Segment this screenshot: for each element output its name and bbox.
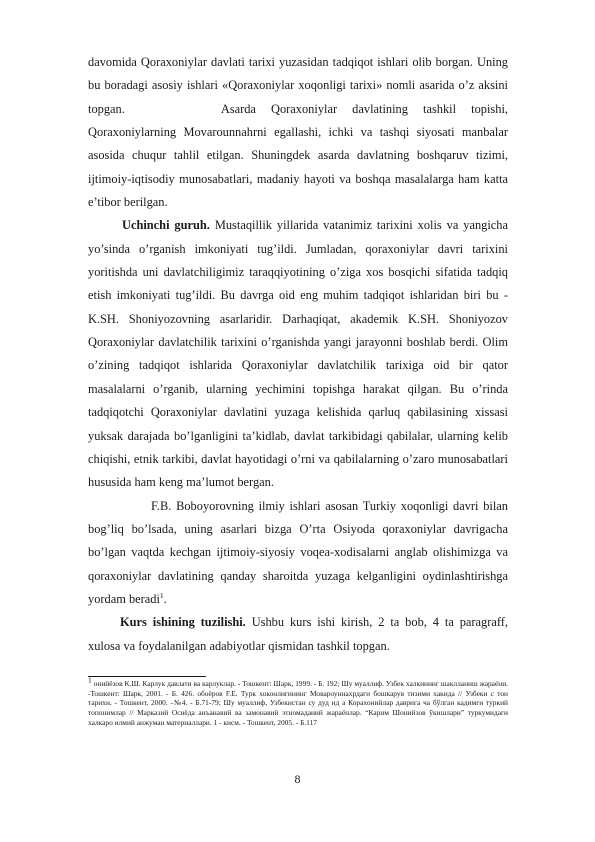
page-number: 8 — [294, 772, 301, 786]
body-text — [88, 51, 508, 658]
footnote-divider — [88, 676, 206, 677]
footnote-reference: 1 — [159, 590, 164, 600]
paragraph-research-intro: davomida Qoraxoniylar davlati tarixi yuzasidan tadqiqot ishlari olib borgan. Uning bu boradagi asosiy ishlari «Qoraxoniylar xoqonligi tarixi» nomli asarida o’z aksini topgan. Asarda Qoraxoniylar davlatining tashkil topishi, Qoraxoniylarning Movarounnahrni egallashi, ichki va tashqi siyosati manbalar asosida chuqur tahlil etilgan. Shuningdek asarda davlatning boshqaruv tizimi, ijtimoiy-iqtisodiy munosabatlari, madaniy hayoti va boshqa masalalarga ham katta e’tibor berilgan. — [88, 55, 508, 210]
third-group-heading: Uchinchi guruh. — [122, 218, 210, 233]
footnote-text: онийёзов К.Ш. Карлук давлати ва карлуклар. - Тошкент: Шарк, 1999. - Б. 192; Шу муаллиф. Узбек халкининг шаклланиш жараёни. -Тошкент: Шарк, 2001. - Б. 426. обоёров F.E. Турк хоконлигининг Мовароуннахрдаги бошкарув тизими хакида // Узбеки с тон тарихи. - Тошкент, 2000. -№4. - Б.71-79; Шу муаллиф, Узбекистан су дуд ид а Корахонийлар даврига ча бўлган кадимги туркий топонимлар // Марказий Осиёда анъанавий ва замонавий этномаданий жараёнлар. “Карим Шонийзов ўкишлари” туркумидаги халкаро илмий анжуман материаллари. 1 - киcм. - Тошкент, 2005. - Б.117 — [88, 679, 508, 727]
paragraph-structure: Kurs ishining tuzilishi. Ushbu kurs ishi kirish, 2 ta bob, 4 ta paragraff, xulosa va foydalanilgan adabiyotlar qismidan tashkil topgan. — [88, 615, 508, 653]
footnote — [88, 675, 508, 728]
paragraph-boboyorov: F.B. Boboyorovning ilmiy ishlari asosan Turkiy xoqonligi davri bilan bog’liq bo’lsada, uning asarlari bizga O’rta Osiyoda qoraxoniylar davrigacha bo’lgan vaqtda kechgan ijtimoiy-siyosiy voqea-xodisalarni anglab olishimizga va qoraxoniylar davlatining qanday sharoitda yuzaga kelganligini oydinlashtirishga yordam beradi$^1$. — [88, 498, 508, 606]
paragraph-third-group: Uchinchi guruh. Mustaqillik yillarida vatanimiz tarixini xolis va yangicha yo’sinda o’rganish imkoniyati tug’ildi. Jumladan, qoraxoniylar davri tarixini yoritishda uni davlatchiligimiz taraqqiyotining o’ziga xos bosqichi sifatida tadqiq etish imkoniyati tug’ildi. Bu davrga oid eng muhim tadqiqot ishlaridan biri bu - K.SH. Shoniyozovning asarlaridir. Darhaqiqat, akademik K.SH. Shoniyozov Qoraxoniylar davlatchilik tarixini o’rganishda yangi jarayonni boshlab berdi. Olim o’zining tadqiqot ishlarida Qoraxoniylar davlatchilik tarixiga oid bir qator masalalarni o’rganib, ularning yechimini topishga harakat qilgan. Bu o’rinda tadqiqotchi Qoraxoniylar davlatini yuzaga kelishida qarluq qabilasining xissasi yuksak darajada bo’lganligini ta’kidlab, davlat tarkibidagi qabilalar, ularning kelib chiqishi, etnik tarkibi, davlat hayotidagi o’rni va qabilalarning o’zaro munosabatlari hususida ham keng ma’lumot bergan. — [88, 218, 508, 490]
structure-heading: Kurs ishining tuzilishi. — [120, 615, 246, 630]
footnote-mark: 1 — [88, 675, 92, 685]
